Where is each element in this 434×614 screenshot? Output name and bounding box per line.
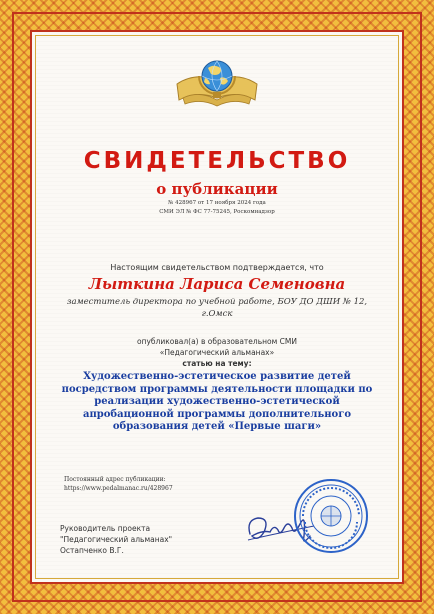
registration-line: СМИ ЭЛ № ФС 77-75245, Роскомнадзор: [159, 209, 275, 215]
certificate-title: СВИДЕТЕЛЬСТВО: [83, 148, 351, 174]
article-title: Художественно-эстетическое развитие детей посредством программы деятельности площадки по реализации художественно-эстетической апробационной программы дополнительного образования детей «Первые шаги»: [61, 371, 373, 432]
globe-book-emblem-icon: [175, 54, 259, 114]
signer-role: Руководитель проекта: [60, 524, 151, 533]
article-intro: статью на тему:: [182, 359, 252, 368]
confirm-text: Настоящим свидетельством подтверждается, что: [110, 263, 324, 272]
media-name: «Педагогический альманах»: [159, 348, 275, 357]
signer-project: "Педагогический альманах": [60, 535, 173, 544]
signer-name: Остапченко В.Г.: [60, 546, 124, 555]
stamp-seal-icon: [293, 478, 369, 554]
certificate-subtitle: о публикации: [156, 180, 278, 198]
address-url[interactable]: https://www.pedalmanac.ru/428967: [64, 485, 173, 492]
person-position: заместитель директора по учебной работе, БОУ ДО ДШИ № 12, г.Омск: [66, 297, 368, 319]
address-label: Постоянный адрес публикации:: [64, 476, 166, 483]
certificate-number: № 428967 от 17 ноября 2024 года: [168, 200, 266, 206]
person-name: Лыткина Лариса Семеновна: [88, 275, 346, 293]
published-in-text: опубликовал(а) в образовательном СМИ: [136, 337, 297, 346]
